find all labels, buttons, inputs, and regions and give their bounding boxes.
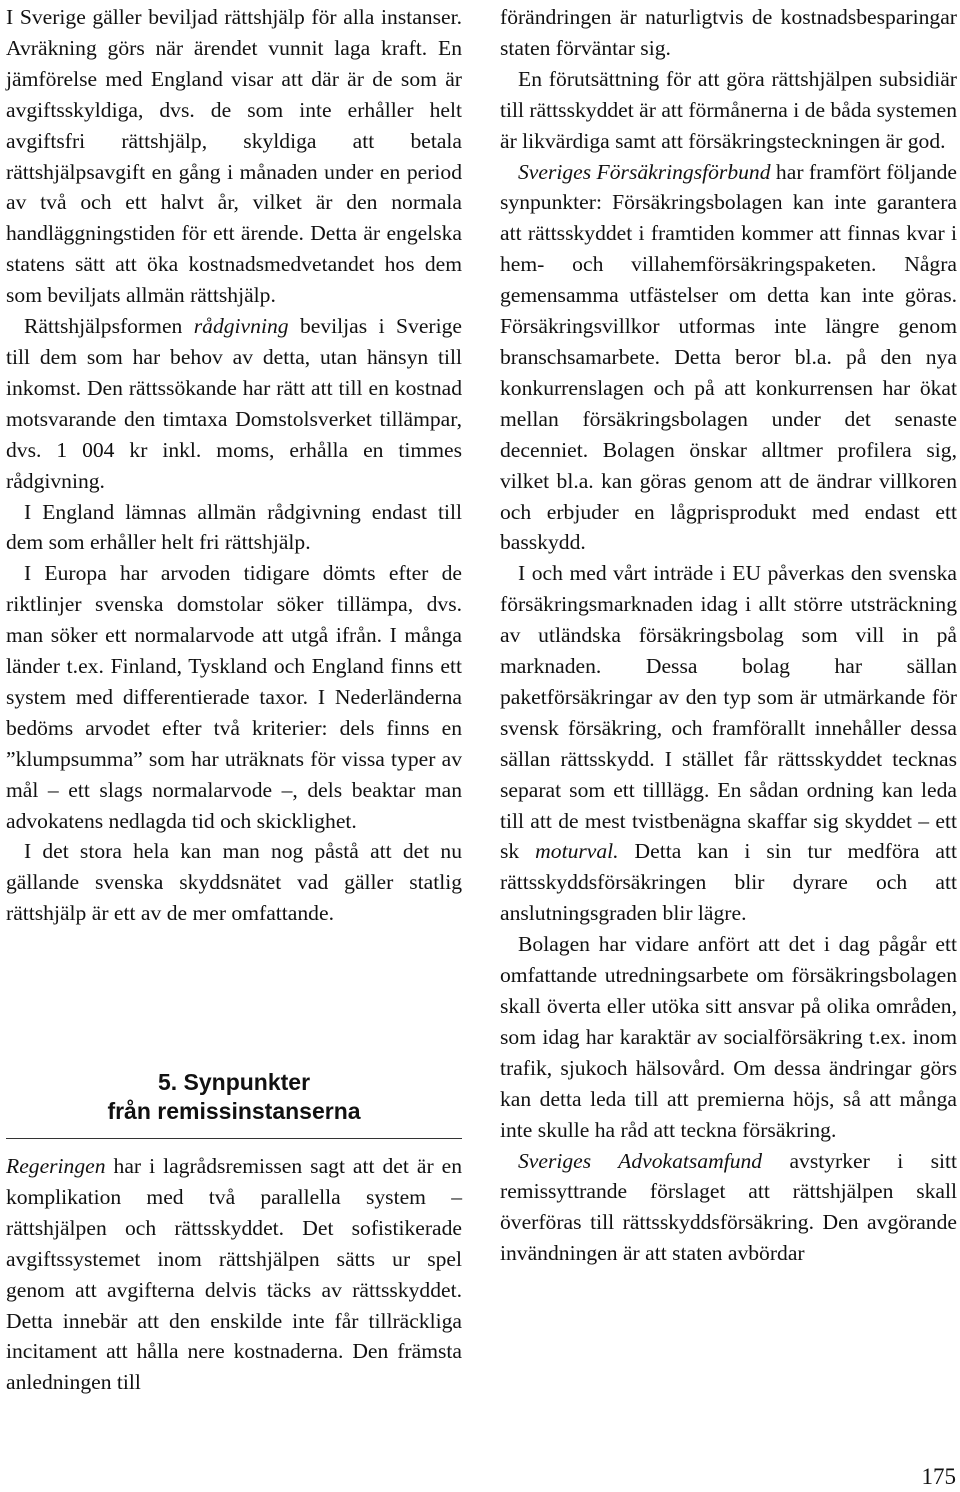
paragraph-insurance-federation-text: har framfört följande synpunkter: Försäkringsbolagen kan inte garantera att rättsskyddet i framtiden kommer att finnas kvar i hem- och villahemförsäkringspaketen. Några gemensamma utfästelser om detta kan inte göras. Försäkringsvillkor utformas inte längre genom branschsamarbete. Detta beror bl.a. på den nya konkurrenslagen och på att konkurrensen har ökat mellan försäkringsbolagen under det senaste decenniet. Bolagen önskar alltmer profilera sig, vilket bl.a. kan göras genom att de ändrar villkoren och erbjuder en lågprisprodukt med endast ett basskydd. xyxy=(500,159,957,555)
paragraph-europe-fees: I Europa har arvoden tidigare dömts efter de riktlinjer svenska domstolar söker tillämpa, dvs. man söker ett normalarvode att utgå ifrån. I många länder t.ex. Finland, Tyskland och England finns ett system med differentierade taxor. I Nederländerna bedöms arvodet efter två kriterier: dels finns en ”klumpsumma” som har uträknats för vissa typer av mål – ett slags normalarvode –, dels beaktar man advokatens nedlagda tid och skicklighet. xyxy=(6,561,462,833)
paragraph-bar-association xyxy=(500,1146,957,1270)
paragraph-advice-text-pre: Rättshjälpsformen xyxy=(24,314,194,339)
paragraph-continuation: förändringen är naturligtvis de kostnadsbesparingar staten förväntar sig. xyxy=(500,5,957,60)
paragraph-companies: Bolagen har vidare anfört att det i dag pågår ett omfattande utredningsarbete om försäkringsbolagen skall överta eller utöka sitt ansvar på olika områden, som idag har karaktär av socialförsäkring t.ex. inom trafik, sjukoch hälsovård. Om dessa ändringar görs kan detta leda till att premierna höjs, så att många inte skulle ha råd att teckna försäkring. xyxy=(500,932,957,1142)
paragraph-prerequisite: En förutsättning för att göra rättshjälpen subsidiär till rättsskyddet är att förmånerna i de båda systemen är likvärdiga samt att försäkringsteckningen är god. xyxy=(500,66,957,153)
section-divider xyxy=(6,1138,462,1139)
section-heading-line-1: 5. Synpunkter xyxy=(157,1069,311,1095)
right-column xyxy=(500,2,957,1269)
term-radgivning: rådgivning xyxy=(193,314,289,339)
paragraph-advice xyxy=(6,311,462,496)
paragraph-eu-text-pre: I och med vårt inträde i EU påverkas den svenska försäkringsmarknaden idag i allt större utsträckning av utländska försäkringsbolag som vill in på marknaden. Dessa bolag har sällan paketförsäkringar av den typ som är utmärkande för svensk försäkring, och framförallt innehåller dessa sällan rättsskydd. I stället får rättsskyddet tecknas separat som ett tilllägg. En sådan ordning kan leda till att de mest tvistbenägna skaffar sig skyddet – ett sk xyxy=(500,561,957,864)
section-intro xyxy=(6,1151,462,1398)
paragraph-summary: I det stora hela kan man nog påstå att det nu gällande svenska skyddsnätet vad gäller statlig rättshjälp är ett av de mer omfattande. xyxy=(6,839,462,926)
left-column xyxy=(6,2,462,929)
paragraph-eu xyxy=(500,558,957,929)
paragraph-insurance-federation xyxy=(500,157,957,559)
term-forsakringsforbund: Sveriges Försäkringsförbund xyxy=(518,159,771,184)
section-heading-line-2: från remissinstanserna xyxy=(107,1098,361,1124)
section-heading xyxy=(6,1068,462,1126)
paragraph-government-text: har i lagrådsremissen sagt att det är en komplikation med två parallella system – rättshjälpen och rättsskyddet. Det sofistikerade avgiftssystemet inom rättshjälpen sätts ur spel genom att avgifterna delvis täcks av rättsskyddet. Detta innebär att den enskilde inte får tillräckliga incitament att hålla nere kostnaderna. Den främsta anledningen till xyxy=(6,1154,462,1395)
term-advokatsamfund: Sveriges Advokatsamfund xyxy=(518,1148,763,1173)
paragraph-advice-text-post: beviljas i Sverige till dem som har behov av detta, utan hänsyn till inkomst. Den rättssökande har rätt att till en kostnad motsvarande den timtaxa Domstolsverket tillämpar, dvs. 1 004 kr inkl. moms, erhålla en timmes rådgivning. xyxy=(6,314,462,493)
term-regeringen: Regeringen xyxy=(6,1154,106,1178)
paragraph-government xyxy=(6,1151,462,1398)
paragraph-england-advice: I England lämnas allmän rådgivning endast till dem som erhåller helt fri rättshjälp. xyxy=(6,499,462,555)
paragraph-eu-text-post: Detta kan i sin tur medföra att rättsskyddsförsäkringen blir dyrare och att anslutningsgraden blir lägre. xyxy=(500,839,957,926)
page-number: 175 xyxy=(921,1464,956,1489)
paragraph-bar-association-text: avstyrker i sitt remissyttrande förslaget att rättshjälpen skall överföras till rättsskyddsförsäkring. Den avgörande invändningen är att staten avbördar xyxy=(500,1148,957,1266)
paragraph-legal-aid-instances: I Sverige gäller beviljad rättshjälp för alla instanser. Avräkning görs när ärendet vunnit laga kraft. En jämförelse med England visar att där är de som är avgiftsskyldiga, dvs. de som inte erhåller helt avgiftsfri rättshjälp, skyldiga att betala rättshjälpsavgift en gång i månaden under en period av två och ett halvt år, vilket är den normala handläggningstiden för ett ärende. Detta är engelska statens sätt att öka kostnadsmedvetandet hos dem som beviljats allmän rättshjälp. xyxy=(6,5,462,308)
term-moturval: moturval. xyxy=(535,839,619,864)
